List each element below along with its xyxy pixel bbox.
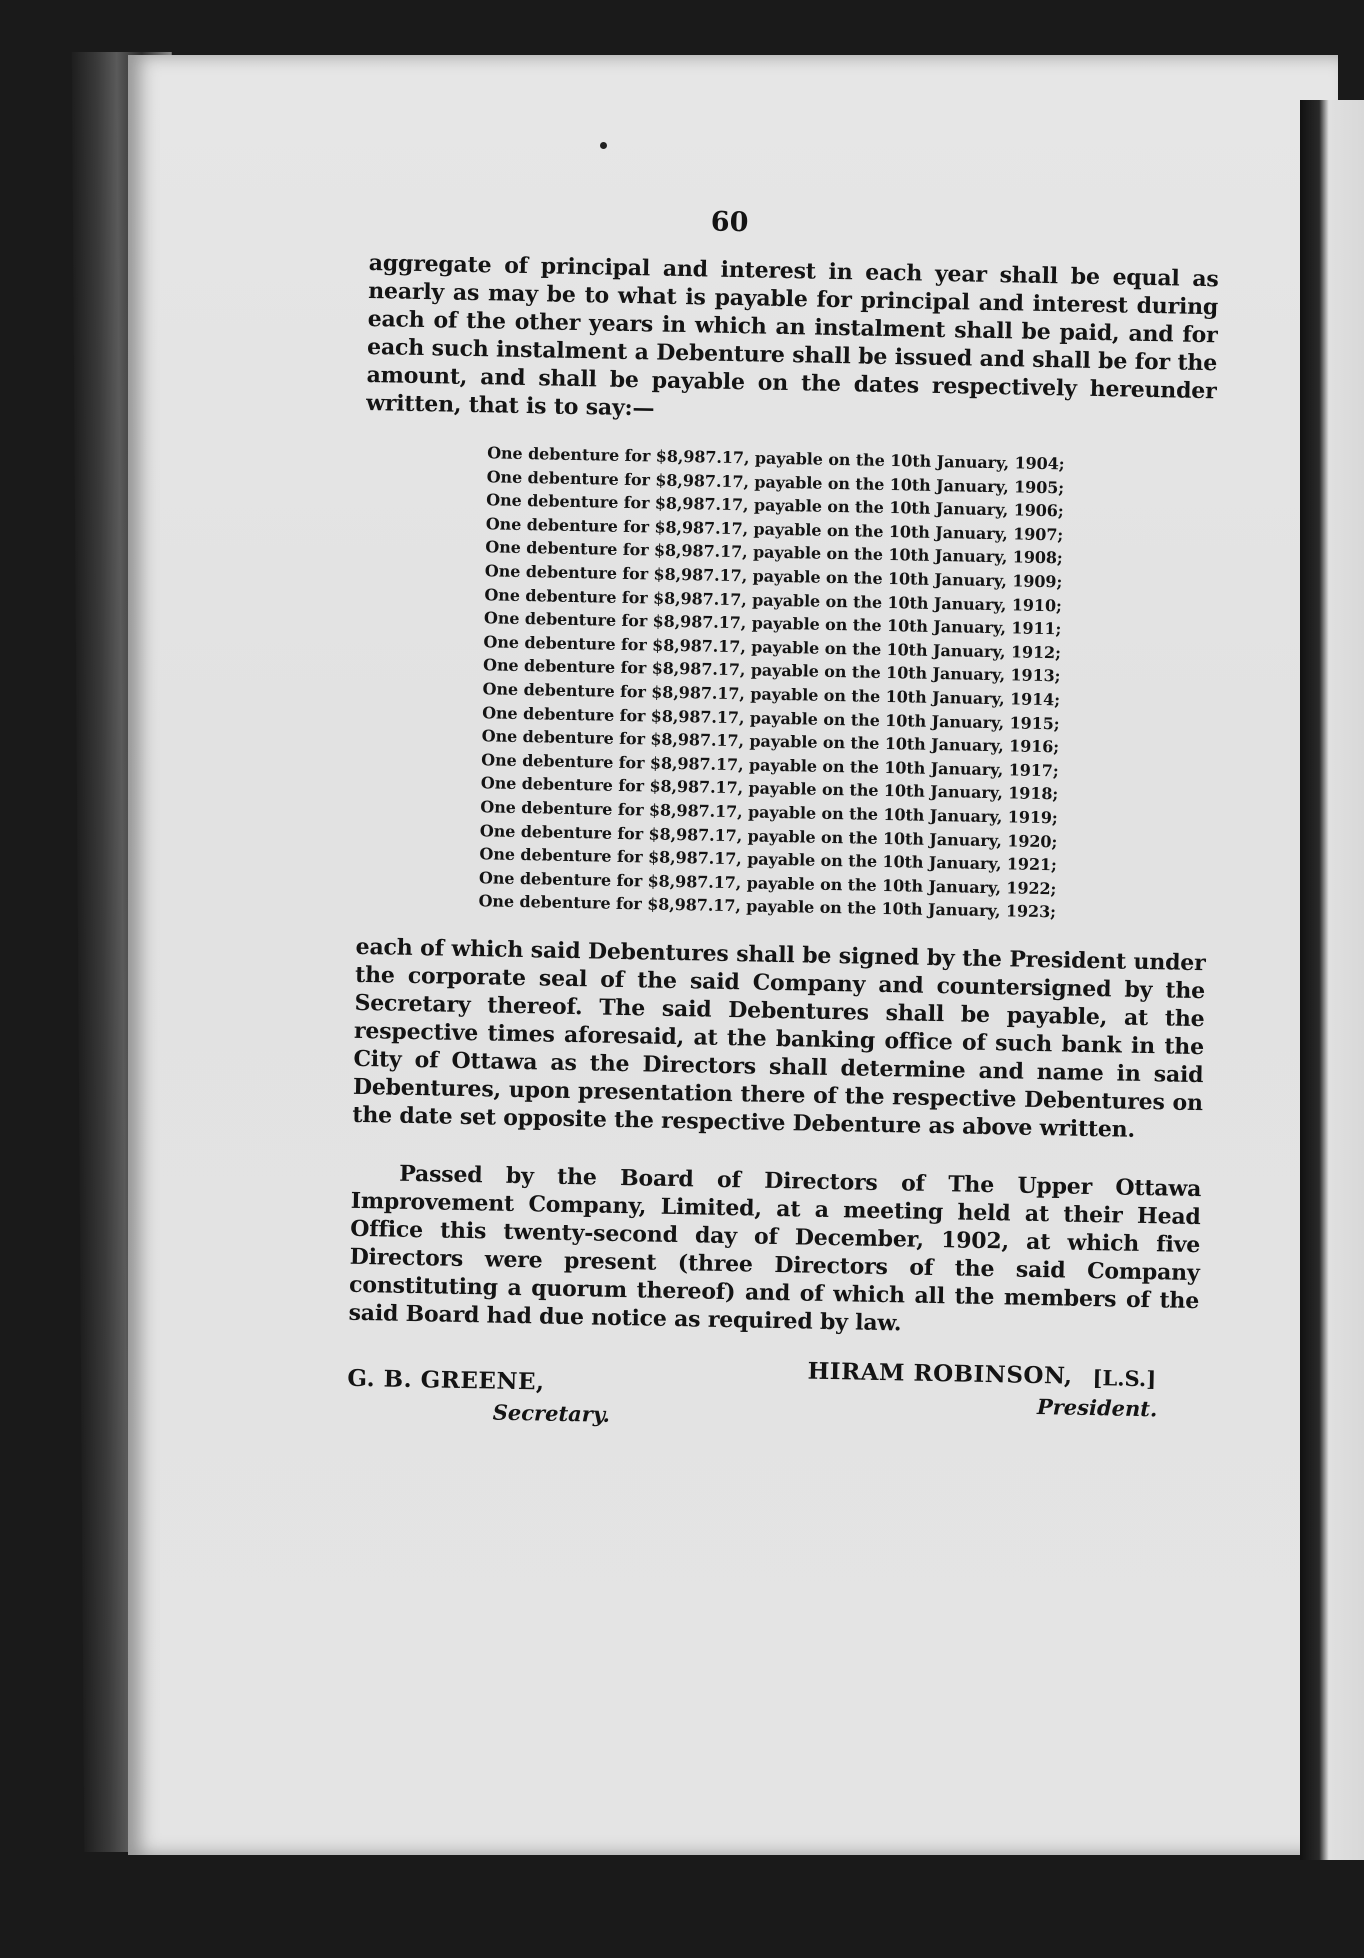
debenture-entry: One debenture for $8,987.17, payable on the 10th January, 1904; [486,443,1065,474]
page-right-edge [1300,100,1364,1860]
debenture-entry: One debenture for $8,987.17, payable on the 10th January, 1919; [480,797,1058,828]
page-number: 60 [710,206,749,239]
debenture-entry: One debenture for $8,987.17, payable on the 10th January, 1907; [485,514,1064,545]
debenture-entry: One debenture for $8,987.17, payable on the 10th January, 1916; [481,726,1060,757]
page-content [346,200,1220,1455]
debenture-entry: One debenture for $8,987.17, payable on the 10th January, 1908; [485,537,1063,568]
debenture-entry: One debenture for $8,987.17, payable on the 10th January, 1906; [486,490,1064,521]
debenture-entry: One debenture for $8,987.17, payable on the 10th January, 1910; [484,584,1062,615]
debenture-entry: One debenture for $8,987.17, payable on the 10th January, 1909; [484,561,1063,592]
debenture-entry: One debenture for $8,987.17, payable on the 10th January, 1923; [478,891,1057,922]
debenture-entry: One debenture for $8,987.17, payable on the 10th January, 1912; [483,632,1062,663]
debenture-entry: One debenture for $8,987.17, payable on the 10th January, 1915; [482,702,1060,733]
debenture-entry: One debenture for $8,987.17, payable on the 10th January, 1905; [486,466,1065,497]
debenture-schedule [478,441,1215,927]
debenture-entry: One debenture for $8,987.17, payable on the 10th January, 1922; [478,867,1057,898]
debenture-entry: One debenture for $8,987.17, payable on the 10th January, 1911; [483,608,1062,639]
debenture-entry: One debenture for $8,987.17, payable on the 10th January, 1921; [479,844,1057,875]
signature-block [346,1349,1198,1455]
closing-paragraph: each of which said Debentures shall be signed by the President under the corporate seal of the said Company and countersigned by the Secretary thereof. The said Debentures shall be payable, at the respective times aforesaid, at the banking office of such bank in the City of Ottawa as the Directors shall determine and name in said Debentures, upon presentation there of the respective Debentures on the date set opposite the respective Debenture as above written. [352,933,1206,1143]
debenture-entry: One debenture for $8,987.17, payable on the 10th January, 1920; [479,820,1058,851]
resolution-paragraph: Passed by the Board of Directors of The Upper Ottawa Improvement Company, Limited, at a meeting held at their Head Office this twenty-second day of December, 1902, at which five Directors were present (three Directors of the said Company constituting a quorum thereof) and of which all the members of the said Board had due notice as required by law. [348,1160,1202,1337]
president-title: President. [1036,1393,1158,1422]
secretary-name: G. B. GREENE, [347,1364,545,1396]
debenture-entry: One debenture for $8,987.17, payable on the 10th January, 1918; [480,773,1059,804]
president-name: HIRAM ROBINSON, [807,1357,1073,1390]
debenture-entry: One debenture for $8,987.17, payable on the 10th January, 1913; [482,655,1061,686]
opening-paragraph: aggregate of principal and interest in each year shall be equal as nearly as may be to what is payable for principal and interest during each of the other years in which an instalment shall be paid, and for each such instalment a Debenture shall be issued and shall be for the amount, and shall be payable on the dates respectively hereunder written, that is to say:— [365,249,1219,422]
debenture-entry: One debenture for $8,987.17, payable on the 10th January, 1917; [481,749,1059,781]
seal-mark: [L.S.] [1092,1364,1157,1392]
ink-speck [600,142,607,149]
secretary-title: Secretary. [492,1399,611,1427]
debenture-entry: One debenture for $8,987.17, payable on the 10th January, 1914; [482,679,1061,710]
